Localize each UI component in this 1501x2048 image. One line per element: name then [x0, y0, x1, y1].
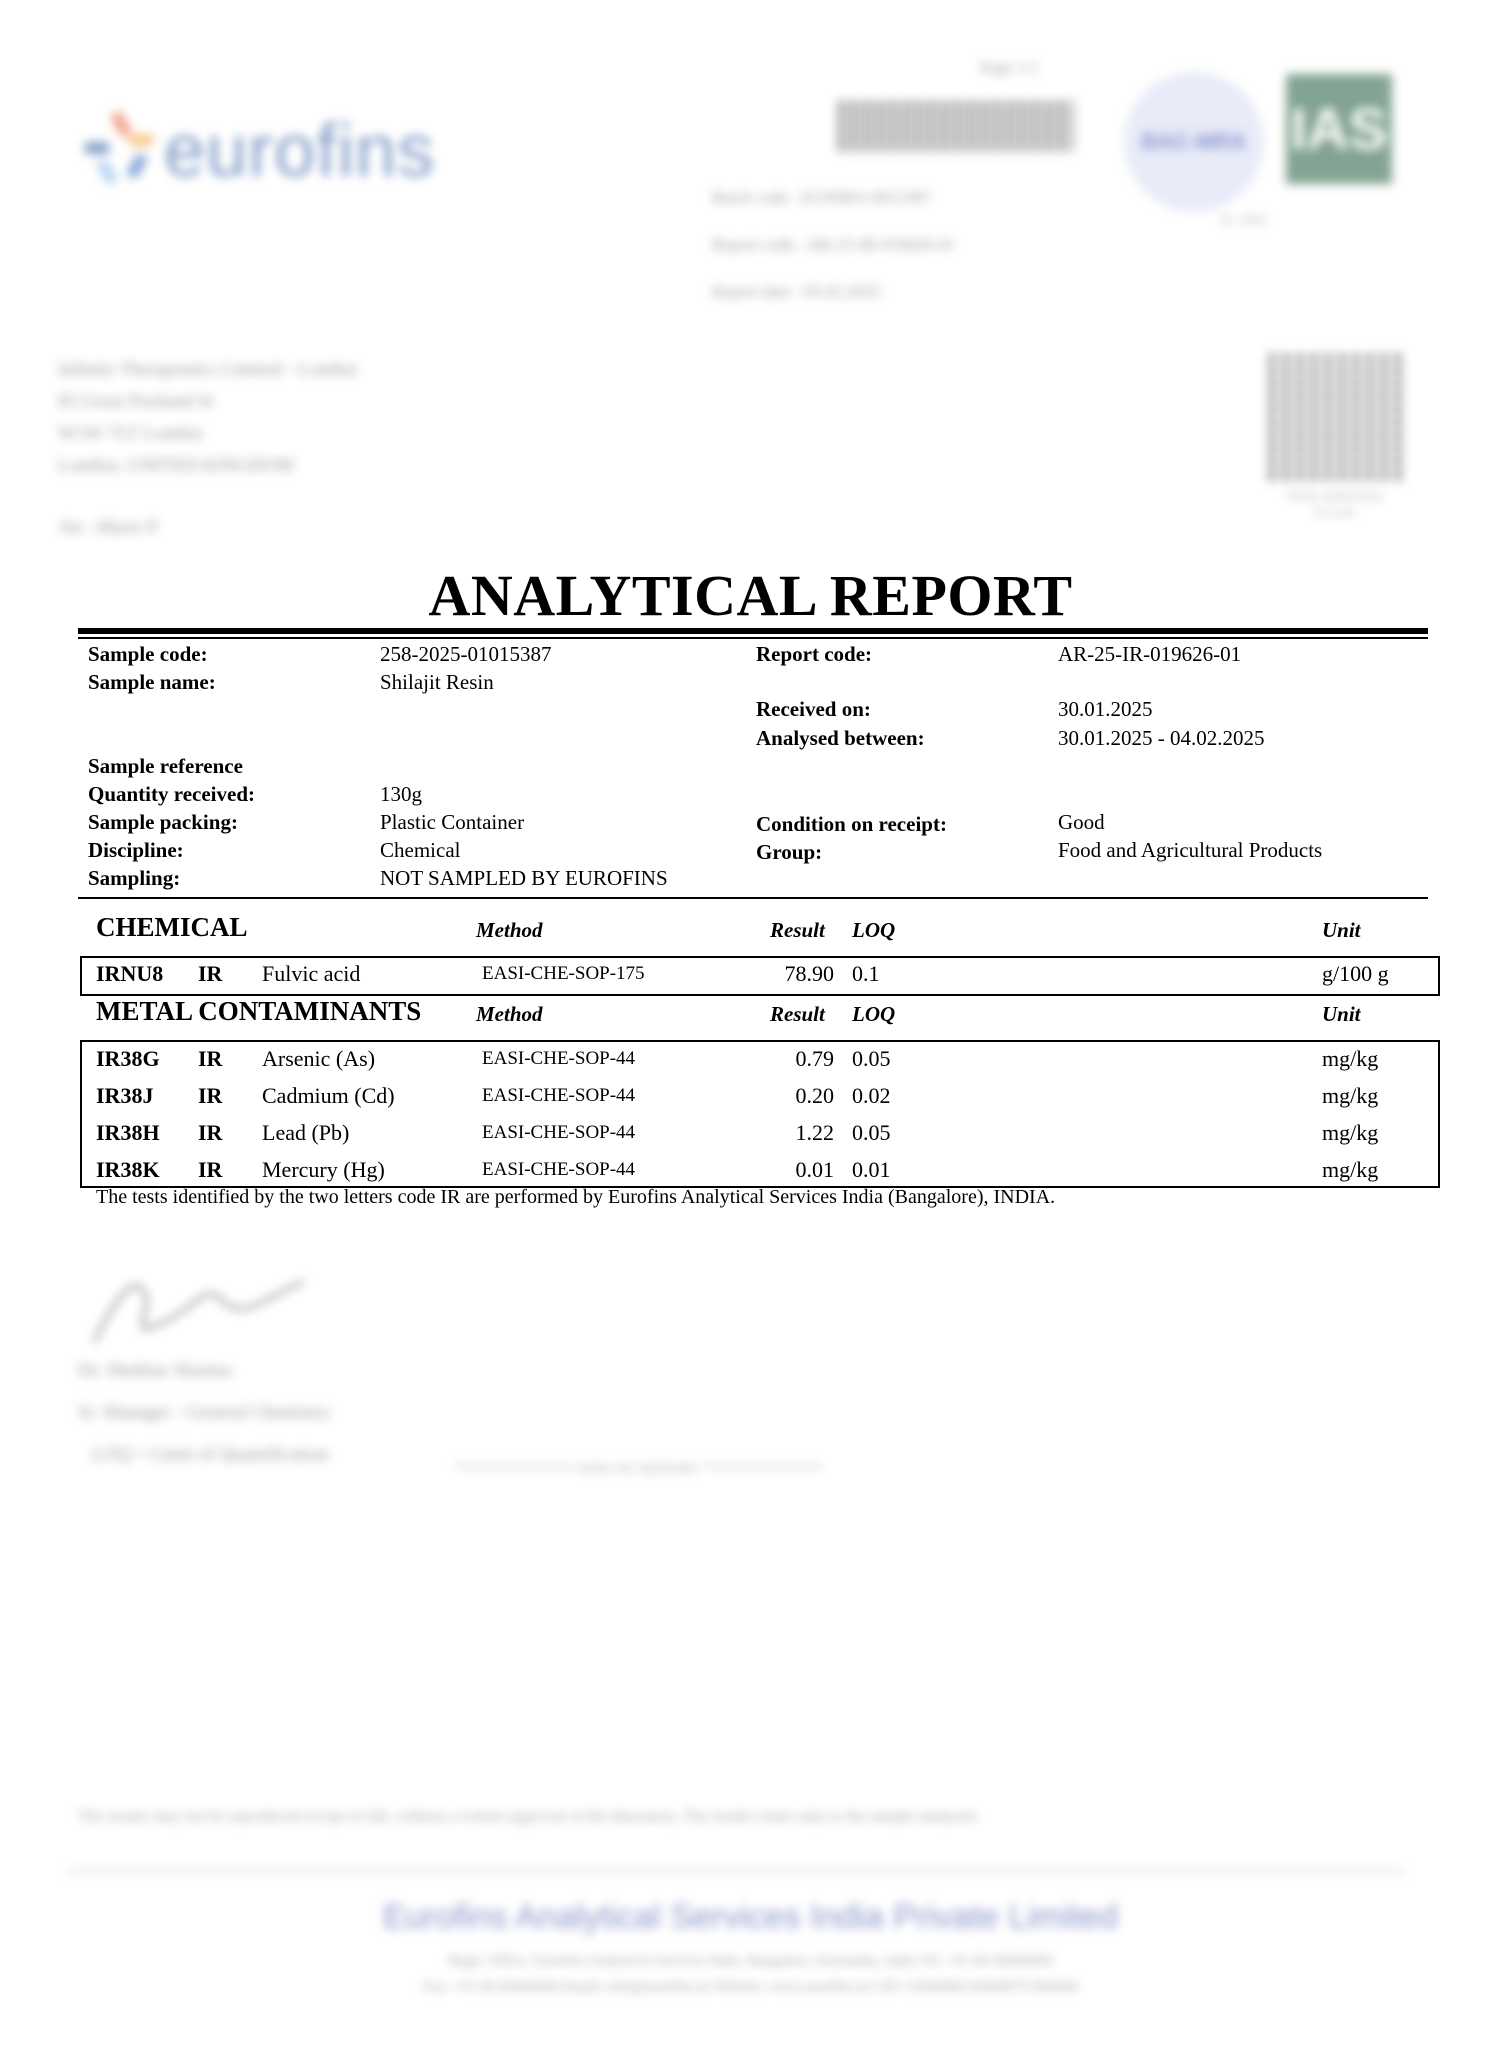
eurofins-logo [84, 108, 435, 193]
sample-code-value: 258-2025-01015387 [380, 642, 552, 666]
unit-value: mg/kg [1322, 1120, 1379, 1145]
title-rule [78, 628, 1428, 634]
report-code-label: Report code: [756, 642, 873, 666]
address-line: London, UNITED KINGDOM [58, 455, 294, 476]
metals-section-title: METAL CONTAMINANTS [96, 996, 422, 1026]
lab-code: IR [198, 1157, 223, 1182]
loq-value: 0.02 [852, 1083, 891, 1108]
sample-name-value: Shilajit Resin [380, 670, 494, 694]
footer-company: Eurofins Analytical Services India Private Limited [382, 1898, 1119, 1936]
loq-header: LOQ [852, 918, 896, 942]
footer-address-line: Regd. Office: Eurofins Analytical Services India, Bangalore, Karnataka, India Tel: +91 80 00000000 [448, 1953, 1053, 1969]
footer-address-line: Fax: +91 80 00000000 Email: info@eurofins.in Website: www.eurofins.in CIN: U00000KA0000PTC000000 [422, 1979, 1079, 1995]
loq-header: LOQ [852, 1002, 896, 1026]
loq-value: 0.05 [852, 1120, 891, 1145]
loq-value: 0.1 [852, 961, 880, 986]
test-code: IR38J [96, 1083, 154, 1108]
result-header: Result [770, 1002, 825, 1026]
result-value: 78.90 [784, 961, 834, 986]
footer-address [0, 1948, 1501, 2000]
ias-text: IAS [1290, 96, 1388, 162]
lab-code: IR [198, 1083, 223, 1108]
condition-value: Good [1058, 810, 1105, 834]
report-title: ANALYTICAL REPORT [428, 563, 1073, 628]
report-code-value: AR-25-IR-019626-01 [1058, 642, 1242, 666]
accreditation-caption: TL-1063 [1220, 212, 1267, 227]
qr-code-icon [1268, 354, 1402, 484]
signatory-name: Dr. Shekhar Sharma [78, 1360, 232, 1381]
address-line: Infinity Therapeutics Limited - London [58, 359, 358, 380]
accreditation-seal-icon [1124, 72, 1264, 212]
quantity-received-value: 130g [380, 782, 422, 806]
test-code: IR38G [96, 1046, 160, 1071]
condition-label: Condition on receipt: [756, 812, 947, 836]
received-on-value: 30.01.2025 [1058, 697, 1153, 721]
result-value: 0.79 [795, 1046, 834, 1071]
signature-icon [84, 1262, 314, 1352]
qr-caption-line: by scan [1315, 504, 1355, 519]
method-header: Method [476, 1002, 543, 1026]
method-header: Method [476, 918, 543, 942]
sample-name-label: Sample name: [88, 670, 216, 694]
page-number: Page 1/1 [980, 58, 1040, 77]
discipline-label: Discipline: [88, 838, 184, 862]
analysed-between-value: 30.01.2025 - 04.02.2025 [1058, 726, 1265, 750]
method-value: EASI-CHE-SOP-44 [482, 1085, 636, 1106]
brand-name: eurofins [164, 109, 436, 192]
method-value: EASI-CHE-SOP-44 [482, 1122, 636, 1143]
sampling-value: NOT SAMPLED BY EUROFINS [380, 866, 668, 890]
barcode-icon [838, 100, 1074, 152]
report-code-line: Report code : AR-25-IR-019626-01 [712, 235, 956, 254]
title-rule-thin [78, 637, 1428, 639]
eurofins-mark-icon [84, 114, 158, 188]
end-of-report: *************** END OF REPORT *************** [455, 1462, 824, 1477]
ias-logo-icon [1286, 74, 1392, 184]
result-value: 0.20 [795, 1083, 834, 1108]
address-line: W1W 7LT London [58, 423, 203, 444]
analyte-name: Arsenic (As) [262, 1046, 376, 1071]
method-value: EASI-CHE-SOP-175 [482, 963, 645, 984]
footer-rule [66, 1870, 1406, 1872]
unit-header: Unit [1322, 918, 1361, 942]
method-value: EASI-CHE-SOP-44 [482, 1048, 636, 1069]
method-value: EASI-CHE-SOP-44 [482, 1159, 636, 1180]
qr-caption [1250, 488, 1420, 520]
signatory-role: Sr. Manager - General Chemistry [78, 1402, 331, 1423]
chemical-section-title: CHEMICAL [96, 912, 248, 942]
disclaimer: The results may not be reproduced except in full, without a written approval of the laboratory. The results relate only to the sample analysed. [78, 1808, 979, 1825]
signature-block [78, 1350, 331, 1476]
analyte-name: Fulvic acid [262, 961, 361, 986]
result-value: 1.22 [795, 1120, 834, 1145]
lab-code: IR [198, 1120, 223, 1145]
unit-value: mg/kg [1322, 1083, 1379, 1108]
client-address [58, 354, 357, 544]
lab-code: IR [198, 1046, 223, 1071]
group-label: Group: [756, 840, 823, 864]
test-code: IR38H [96, 1120, 160, 1145]
report-date-line: Report date : 05.02.2025 [712, 282, 881, 301]
unit-value: g/100 g [1322, 961, 1389, 986]
qr-caption-line: Verify authenticity [1286, 488, 1384, 503]
test-code: IRNU8 [96, 961, 164, 986]
attention-line: Att : Marie P [58, 517, 158, 538]
batch-code-line: Batch code : EUINBA-0015387 [712, 188, 931, 207]
loq-value: 0.01 [852, 1157, 891, 1182]
discipline-value: Chemical [380, 838, 461, 862]
sample-reference-label: Sample reference [88, 754, 243, 778]
analyte-name: Lead (Pb) [262, 1120, 350, 1145]
result-value: 0.01 [795, 1157, 834, 1182]
unit-header: Unit [1322, 1002, 1361, 1026]
loq-value: 0.05 [852, 1046, 891, 1071]
result-header: Result [770, 918, 825, 942]
quantity-received-label: Quantity received: [88, 782, 255, 806]
loq-note: LOQ = Limit of Quantification [92, 1444, 329, 1465]
sample-code-label: Sample code: [88, 642, 208, 666]
unit-value: mg/kg [1322, 1157, 1379, 1182]
test-code: IR38K [96, 1157, 160, 1182]
sample-packing-value: Plastic Container [380, 810, 525, 834]
sample-packing-label: Sample packing: [88, 810, 238, 834]
analyte-name: Mercury (Hg) [262, 1157, 385, 1182]
group-value: Food and Agricultural Products [1058, 838, 1323, 862]
report-meta [712, 174, 955, 315]
analysed-between-label: Analysed between: [756, 726, 925, 750]
footnote: The tests identified by the two letters code IR are performed by Eurofins Analytical Services India (Bangalore), INDIA. [96, 1186, 1056, 1208]
analyte-name: Cadmium (Cd) [262, 1083, 395, 1108]
lab-code: IR [198, 961, 223, 986]
received-on-label: Received on: [756, 697, 871, 721]
sampling-label: Sampling: [88, 866, 181, 890]
unit-value: mg/kg [1322, 1046, 1379, 1071]
address-line: 85 Great Portland St [58, 391, 214, 412]
seal-text: BAC-MRA [1141, 129, 1247, 154]
section-rule [78, 897, 1428, 899]
